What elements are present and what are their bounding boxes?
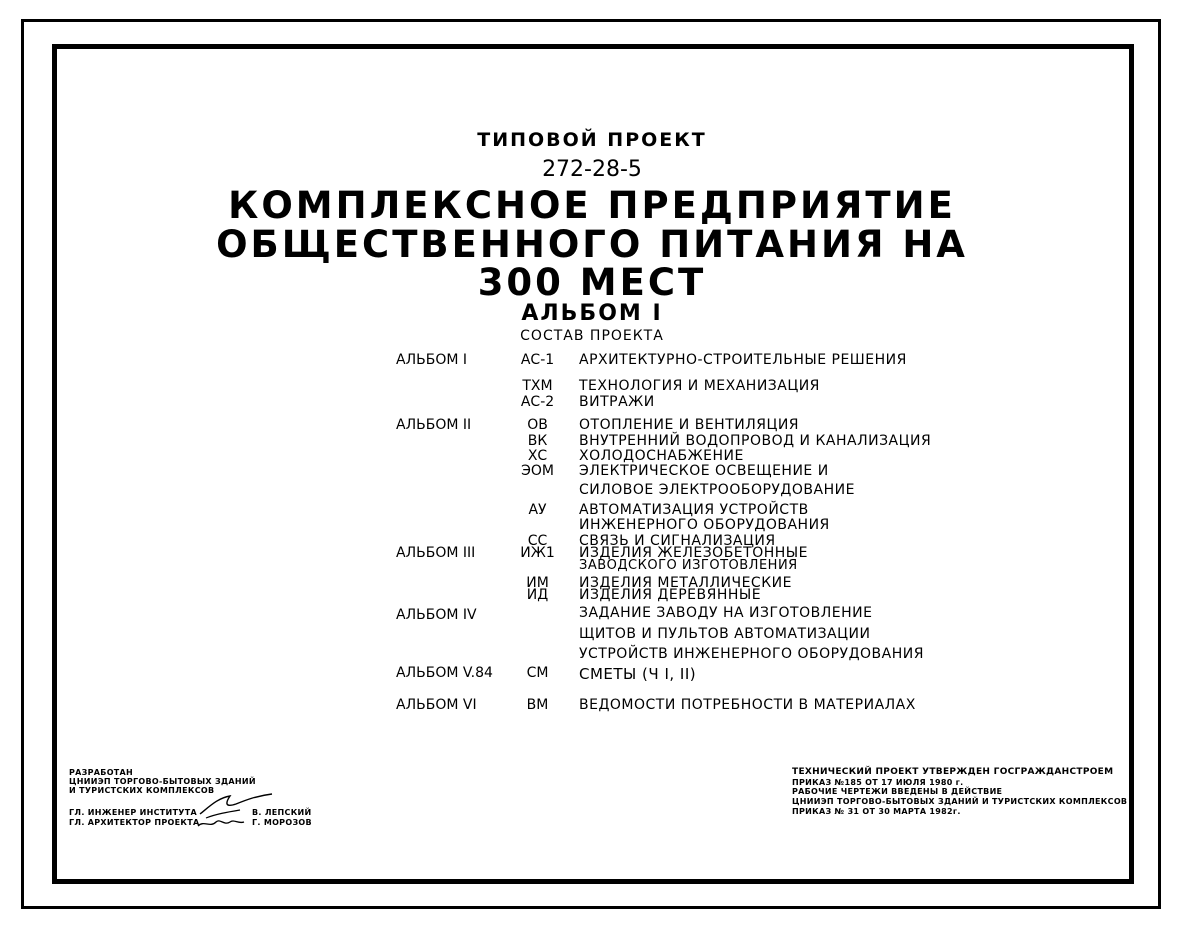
- developer-org-1: ЦНИИЭП ТОРГОВО-БЫТОВЫХ ЗДАНИЙ: [69, 777, 256, 786]
- code-as2: АС-2: [520, 394, 555, 410]
- approval-line-5: ПРИКАЗ № 31 ОТ 30 МАРТА 1982г.: [792, 807, 961, 816]
- album-label-5: АЛЬБОМ V.84: [396, 665, 493, 681]
- desc-lighting: ЭЛЕКТРИЧЕСКОЕ ОСВЕЩЕНИЕ И: [579, 463, 829, 479]
- title-line-1: КОМПЛЕКСНОЕ ПРЕДПРИЯТИЕ: [228, 184, 956, 227]
- desc-factory-task: ЗАДАНИЕ ЗАВОДУ НА ИЗГОТОВЛЕНИЕ: [579, 605, 873, 621]
- developer-label: РАЗРАБОТАН: [69, 768, 134, 777]
- chief-engineer-name: В. ЛЕПСКИЙ: [252, 808, 312, 817]
- code-au: АУ: [528, 502, 547, 518]
- code-eom: ЭОМ: [521, 463, 554, 479]
- code-im: ИМ: [526, 575, 549, 591]
- desc-heating: ОТОПЛЕНИЕ И ВЕНТИЛЯЦИЯ: [579, 417, 800, 433]
- desc-signal: СВЯЗЬ И СИГНАЛИЗАЦИЯ: [579, 533, 776, 549]
- desc-factory: ЗАВОДСКОГО ИЗГОТОВЛЕНИЯ: [579, 558, 798, 573]
- desc-metal: ИЗДЕЛИЯ МЕТАЛЛИЧЕСКИЕ: [579, 575, 792, 591]
- approval-line-3: РАБОЧИЕ ЧЕРТЕЖИ ВВЕДЕНЫ В ДЕЙСТВИЕ: [792, 787, 1003, 796]
- chief-architect-name: Г. МОРОЗОВ: [252, 818, 312, 827]
- album-label-3: АЛЬБОМ III: [396, 545, 476, 561]
- developer-org-2: И ТУРИСТСКИХ КОМПЛЕКСОВ: [69, 786, 215, 795]
- album-label-6: АЛЬБОМ VI: [396, 697, 477, 713]
- code-vk: ВК: [527, 433, 548, 449]
- album-label: АЛЬБОМ I: [521, 301, 663, 326]
- desc-devices: УСТРОЙСТВ ИНЖЕНЕРНОГО ОБОРУДОВАНИЯ: [579, 646, 924, 662]
- type-label: ТИПОВОЙ ПРОЕКТ: [477, 129, 707, 151]
- title-line-2: ОБЩЕСТВЕННОГО ПИТАНИЯ НА: [216, 223, 968, 266]
- code-sm: СМ: [526, 665, 549, 681]
- code-thm: ТХМ: [522, 378, 553, 394]
- album-label-2: АЛЬБОМ II: [396, 417, 472, 433]
- code-ss: СС: [527, 533, 548, 549]
- approval-line-4: ЦНИИЭП ТОРГОВО-БЫТОВЫХ ЗДАНИЙ И ТУРИСТСКИХ КОМПЛЕКСОВ: [792, 797, 1128, 806]
- desc-automation: АВТОМАТИЗАЦИЯ УСТРОЙСТВ: [579, 502, 809, 518]
- desc-panels: ЩИТОВ И ПУЛЬТОВ АВТОМАТИЗАЦИИ: [579, 626, 871, 642]
- desc-arch: АРХИТЕКТУРНО-СТРОИТЕЛЬНЫЕ РЕШЕНИЯ: [579, 352, 907, 368]
- chief-architect-role: ГЛ. АРХИТЕКТОР ПРОЕКТА: [69, 818, 200, 827]
- desc-materials: ВЕДОМОСТИ ПОТРЕБНОСТИ В МАТЕРИАЛАХ: [579, 697, 916, 713]
- code-id: ИД: [526, 587, 549, 603]
- approval-line-2: ПРИКАЗ №185 ОТ 17 ИЮЛЯ 1980 г.: [792, 778, 964, 787]
- desc-estimates: СМЕТЫ (Ч I, II): [579, 665, 697, 683]
- chief-engineer-role: ГЛ. ИНЖЕНЕР ИНСТИТУТА: [69, 808, 198, 817]
- album-label-1: АЛЬБОМ I: [396, 352, 467, 368]
- title-line-3: 300 МЕСТ: [477, 261, 707, 304]
- desc-water: ВНУТРЕННИЙ ВОДОПРОВОД И КАНАЛИЗАЦИЯ: [579, 433, 932, 449]
- code-ov: ОВ: [527, 417, 548, 433]
- code-vm: ВМ: [526, 697, 549, 713]
- album-label-4: АЛЬБОМ IV: [396, 607, 477, 623]
- code-as1: АС-1: [520, 352, 555, 368]
- desc-cooling: ХОЛОДОСНАБЖЕНИЕ: [579, 448, 744, 464]
- code-izh1: ИЖ1: [520, 545, 555, 561]
- desc-wood: ИЗДЕЛИЯ ДЕРЕВЯННЫЕ: [579, 587, 762, 603]
- composition-heading: СОСТАВ ПРОЕКТА: [520, 328, 664, 344]
- desc-concrete: ИЗДЕЛИЯ ЖЕЛЕЗОБЕТОННЫЕ: [579, 545, 808, 561]
- project-number: 272-28-5: [542, 157, 642, 182]
- signature-image: [196, 784, 276, 830]
- desc-engineering: ИНЖЕНЕРНОГО ОБОРУДОВАНИЯ: [579, 517, 830, 533]
- desc-vitrazhi: ВИТРАЖИ: [579, 394, 655, 410]
- desc-tech: ТЕХНОЛОГИЯ И МЕХАНИЗАЦИЯ: [579, 378, 820, 394]
- desc-power: СИЛОВОЕ ЭЛЕКТРООБОРУДОВАНИЕ: [579, 482, 855, 498]
- code-hs: ХС: [527, 448, 548, 464]
- approval-line-1: ТЕХНИЧЕСКИЙ ПРОЕКТ УТВЕРЖДЕН ГОСГРАЖДАНСТРОЕМ: [792, 767, 1114, 777]
